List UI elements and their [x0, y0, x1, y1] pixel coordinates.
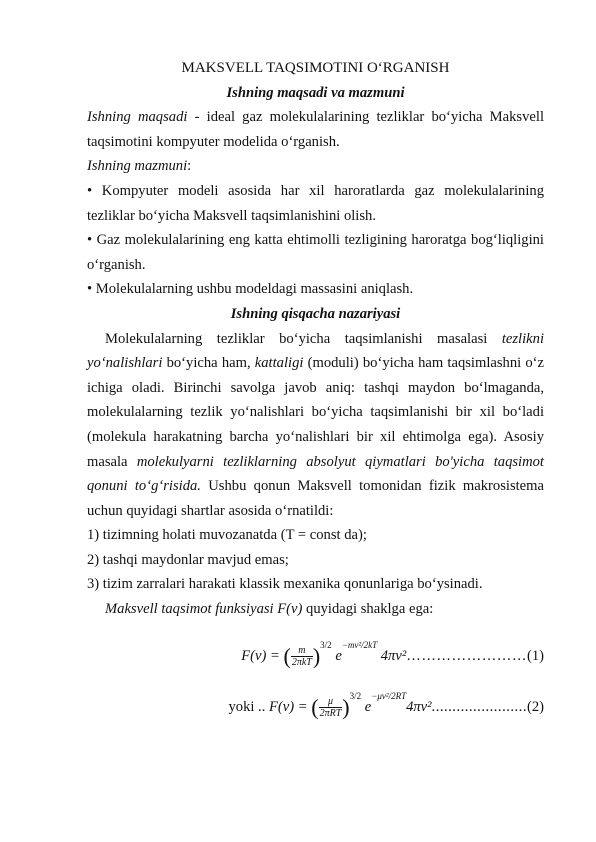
theory-italic: kattaligi [254, 355, 304, 372]
formula-lhs: F(v) = [241, 647, 284, 664]
formula-exponent: −mv²/2kT [341, 639, 378, 650]
formula-prefix: yoki .. [228, 699, 270, 716]
section-heading-theory: Ishning qisqacha nazariyasi [230, 305, 401, 322]
formula-power: 3/2 [349, 691, 362, 702]
formula-number: (2) [526, 699, 544, 716]
formula-denominator: 2πRT [319, 708, 342, 720]
document-content [87, 56, 544, 725]
section-heading-aim: Ishning maqsadi va mazmuni [226, 84, 405, 101]
formula-exponent: −μv²/2RT [371, 691, 407, 702]
function-intro-text: quyidagi shaklga ega: [302, 601, 434, 618]
page-title: MAKSVELL TAQSIMOTINI O‘RGANISH [181, 60, 450, 76]
content-label-line [87, 154, 544, 179]
aim-label: Ishning maqsadi [87, 109, 188, 126]
content-label: Ishning mazmuni [87, 158, 188, 175]
formula-dots: …………………… [406, 647, 527, 664]
theory-text: Ushbu qonun Maksvell tomonidan fizik makrosistema uchun quyidagi shartlar asosida o‘rnatildi: [87, 478, 544, 519]
formula-tail: 4πv² [406, 699, 432, 716]
bullet-item: • Kompyuter modeli asosida har xil haroratlarda gaz molekulalarining tezliklar bo‘yicha Maksvell taqsimlanishini olish. [87, 182, 544, 224]
formula-1: F(v) = ( m 2πkT )$^{3/2}$ $e^{-mv^2/2kT}$ 4πv²……………………(1) [241, 639, 544, 669]
formula-denominator: 2πkT [291, 656, 312, 668]
theory-italic: molekulyarni tezliklarning absolyut qiymatlari bo'yicha taqsimot qonuni to‘g‘risida. [87, 453, 544, 495]
formula-power: 3/2 [320, 639, 332, 650]
formula-lhs: F(v) = [269, 699, 312, 716]
formula-numerator: m [291, 645, 313, 657]
theory-italic: tezlikni yo‘nalishlari [87, 330, 544, 372]
bullet-item: • Molekulalarning ushbu modeldagi massasini aniqlash. [87, 281, 414, 298]
aim-paragraph [87, 105, 544, 154]
theory-text: bo‘yicha ham, [162, 355, 255, 372]
formula-2: yoki .. F(v) = ( μ 2πRT )$^{3/2}$ $e^{-\mu v^2/2RT}4\pi v^2.......................(2)$ [228, 691, 544, 720]
function-intro-italic: Maksvell taqsimot funksiyasi F(v) [105, 601, 303, 618]
function-intro [87, 597, 544, 622]
formula-dots: ....................... [431, 699, 527, 716]
formula-tail: 4πv² [377, 647, 407, 664]
theory-text: Molekulalarning tezliklar bo‘yicha taqsimlanishi masalasi [105, 330, 502, 347]
theory-paragraph [87, 327, 544, 524]
formula-number: (1) [526, 647, 544, 664]
condition-item: 1) tizimning holati muvozanatda (T = const da); [87, 527, 367, 544]
theory-text: (moduli) bo‘yicha ham taqsimlashni o‘z ichiga oladi. Birinchi savolga javob aniq: tashqi maydon bo‘lmaganda, molekulalarning tezlik yo‘nalishlari bo‘yicha taqsimlanishi bir xil bo‘ladi (molekula harakatning barcha yo‘nalishlari bir xil ehtimolga ega). Asosiy masala [87, 355, 544, 470]
condition-item: 3) tizim zarralari harakati klassik mexanika qonunlariga bo‘ysinadi. [87, 576, 483, 593]
bullet-item: • Gaz molekulalarining eng katta ehtimolli tezligining haroratga bog‘liqligini o‘rganish. [87, 232, 544, 273]
content-label-colon: : [187, 158, 192, 175]
formula-numerator: μ [319, 696, 343, 708]
aim-text: - ideal gaz molekulalarining tezliklar bo‘yicha Maksvell taqsimotini kompyuter modelida o‘rganish. [87, 109, 544, 150]
condition-item: 2) tashqi maydonlar mavjud emas; [87, 551, 289, 568]
